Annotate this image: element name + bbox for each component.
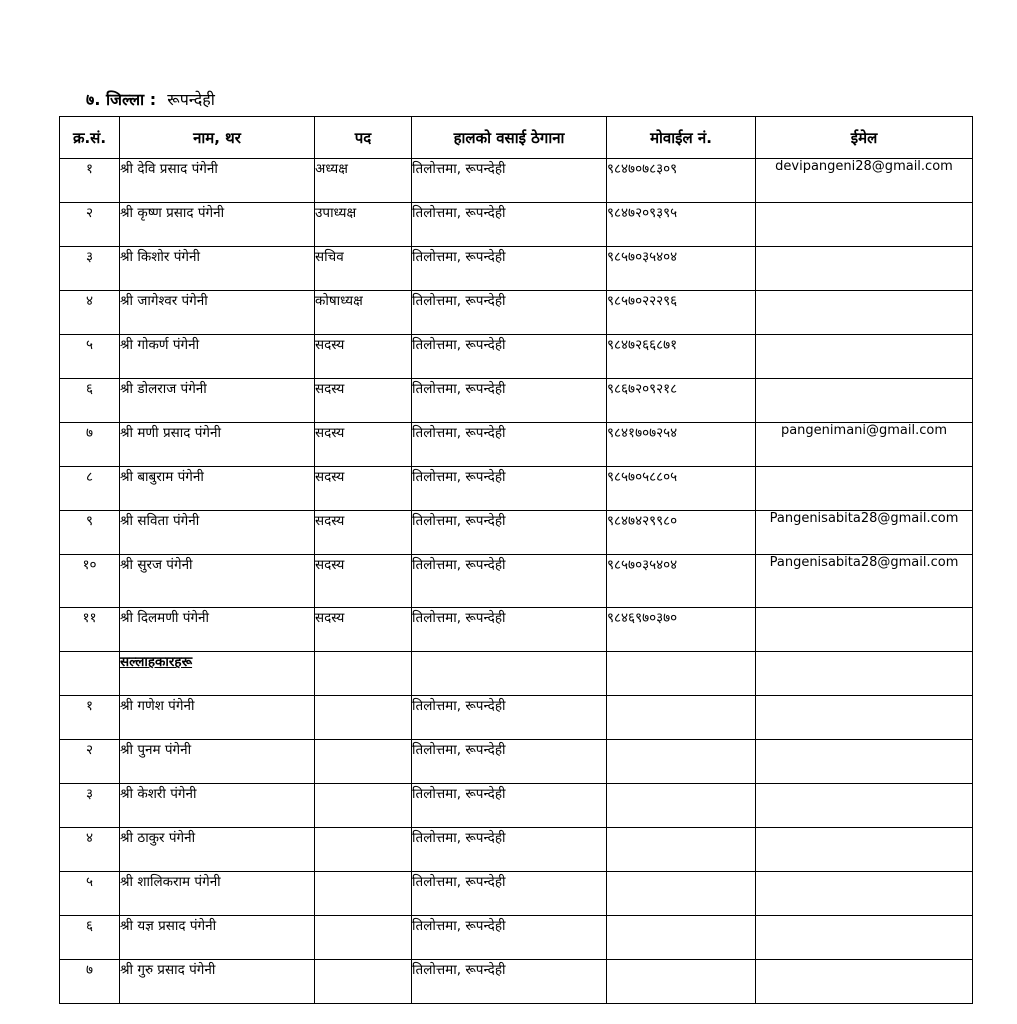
table-row bbox=[60, 467, 973, 511]
address-cell: तिलोत्तमा, रूपन्देही bbox=[412, 916, 607, 960]
post-cell: सदस्य bbox=[315, 423, 412, 467]
name-cell: श्री पुनम पंगेनी bbox=[120, 740, 315, 784]
heading-colon: : bbox=[144, 90, 157, 109]
serial-cell: २ bbox=[60, 740, 120, 784]
post-cell: अध्यक्ष bbox=[315, 159, 412, 203]
serial-cell: ७ bbox=[60, 960, 120, 1004]
mobile-cell bbox=[607, 828, 756, 872]
serial-cell: ५ bbox=[60, 872, 120, 916]
table-row bbox=[60, 335, 973, 379]
serial-cell: ११ bbox=[60, 608, 120, 652]
mobile-cell: ९८४७२६६८७१ bbox=[607, 335, 756, 379]
mobile-cell: ९८६७२०९२१८ bbox=[607, 379, 756, 423]
serial-cell: १० bbox=[60, 555, 120, 608]
address-cell: तिलोत्तमा, रूपन्देही bbox=[412, 828, 607, 872]
serial-cell: ५ bbox=[60, 335, 120, 379]
post-cell: सदस्य bbox=[315, 511, 412, 555]
serial-cell: ४ bbox=[60, 291, 120, 335]
name-cell: श्री यज्ञ प्रसाद पंगेनी bbox=[120, 916, 315, 960]
name-cell: श्री सुरज पंगेनी bbox=[120, 555, 315, 608]
email-cell bbox=[756, 379, 973, 423]
email-cell bbox=[756, 247, 973, 291]
header-post: पद bbox=[315, 117, 412, 159]
address-cell: तिलोत्तमा, रूपन्देही bbox=[412, 784, 607, 828]
address-cell: तिलोत्तमा, रूपन्देही bbox=[412, 159, 607, 203]
post-cell: कोषाध्यक्ष bbox=[315, 291, 412, 335]
post-cell bbox=[315, 696, 412, 740]
district-value: रूपन्देही bbox=[167, 90, 215, 109]
name-cell: श्री ठाकुर पंगेनी bbox=[120, 828, 315, 872]
table-row bbox=[60, 696, 973, 740]
serial-cell: १ bbox=[60, 159, 120, 203]
post-cell bbox=[315, 784, 412, 828]
email-cell bbox=[756, 608, 973, 652]
district-heading bbox=[86, 90, 215, 110]
mobile-cell bbox=[607, 872, 756, 916]
mobile-cell: ९८४७४२९९८० bbox=[607, 511, 756, 555]
post-cell bbox=[315, 652, 412, 696]
header-mobile: मोवाईल नं. bbox=[607, 117, 756, 159]
mobile-cell: ९८४६९७०३७० bbox=[607, 608, 756, 652]
post-cell: सदस्य bbox=[315, 335, 412, 379]
mobile-cell bbox=[607, 740, 756, 784]
address-cell: तिलोत्तमा, रूपन्देही bbox=[412, 379, 607, 423]
post-cell: सचिव bbox=[315, 247, 412, 291]
email-cell bbox=[756, 872, 973, 916]
name-cell: श्री शालिकराम पंगेनी bbox=[120, 872, 315, 916]
address-cell: तिलोत्तमा, रूपन्देही bbox=[412, 872, 607, 916]
address-cell: तिलोत्तमा, रूपन्देही bbox=[412, 555, 607, 608]
table-row bbox=[60, 511, 973, 555]
table-row bbox=[60, 608, 973, 652]
email-cell: Pangenisabita28@gmail.com bbox=[756, 511, 973, 555]
serial-cell: ७ bbox=[60, 423, 120, 467]
post-cell bbox=[315, 740, 412, 784]
name-cell: श्री मणी प्रसाद पंगेनी bbox=[120, 423, 315, 467]
email-cell: pangenimani@gmail.com bbox=[756, 423, 973, 467]
serial-cell: ८ bbox=[60, 467, 120, 511]
name-cell: श्री दिलमणी पंगेनी bbox=[120, 608, 315, 652]
name-cell: श्री देवि प्रसाद पंगेनी bbox=[120, 159, 315, 203]
name-cell: श्री गोकर्ण पंगेनी bbox=[120, 335, 315, 379]
serial-cell bbox=[60, 652, 120, 696]
post-cell bbox=[315, 960, 412, 1004]
table-row bbox=[60, 960, 973, 1004]
post-cell: सदस्य bbox=[315, 608, 412, 652]
serial-cell: ३ bbox=[60, 247, 120, 291]
email-cell bbox=[756, 203, 973, 247]
mobile-cell: ९८५७०५८८०५ bbox=[607, 467, 756, 511]
post-cell: उपाध्यक्ष bbox=[315, 203, 412, 247]
table-row bbox=[60, 828, 973, 872]
name-cell: श्री किशोर पंगेनी bbox=[120, 247, 315, 291]
post-cell bbox=[315, 872, 412, 916]
email-cell bbox=[756, 828, 973, 872]
header-name: नाम, थर bbox=[120, 117, 315, 159]
address-cell: तिलोत्तमा, रूपन्देही bbox=[412, 740, 607, 784]
post-cell: सदस्य bbox=[315, 555, 412, 608]
post-cell: सदस्य bbox=[315, 467, 412, 511]
serial-cell: ३ bbox=[60, 784, 120, 828]
address-cell: तिलोत्तमा, रूपन्देही bbox=[412, 608, 607, 652]
name-cell: श्री गणेश पंगेनी bbox=[120, 696, 315, 740]
name-cell: श्री जागेश्वर पंगेनी bbox=[120, 291, 315, 335]
address-cell: तिलोत्तमा, रूपन्देही bbox=[412, 423, 607, 467]
table-row bbox=[60, 784, 973, 828]
email-cell bbox=[756, 696, 973, 740]
table-row bbox=[60, 555, 973, 608]
table-row bbox=[60, 203, 973, 247]
table-row bbox=[60, 379, 973, 423]
district-label: ७. जिल्ला bbox=[86, 90, 145, 109]
mobile-cell bbox=[607, 696, 756, 740]
serial-cell: ६ bbox=[60, 379, 120, 423]
table-row bbox=[60, 423, 973, 467]
email-cell: Pangenisabita28@gmail.com bbox=[756, 555, 973, 608]
table-row bbox=[60, 159, 973, 203]
mobile-cell: ९८५७०२२२९६ bbox=[607, 291, 756, 335]
address-cell: तिलोत्तमा, रूपन्देही bbox=[412, 203, 607, 247]
serial-cell: ४ bbox=[60, 828, 120, 872]
name-cell: श्री गुरु प्रसाद पंगेनी bbox=[120, 960, 315, 1004]
email-cell bbox=[756, 740, 973, 784]
serial-cell: ९ bbox=[60, 511, 120, 555]
mobile-cell bbox=[607, 784, 756, 828]
table-row bbox=[60, 291, 973, 335]
name-cell: श्री केशरी पंगेनी bbox=[120, 784, 315, 828]
address-cell: तिलोत्तमा, रूपन्देही bbox=[412, 696, 607, 740]
name-cell: श्री कृष्ण प्रसाद पंगेनी bbox=[120, 203, 315, 247]
name-cell: श्री सविता पंगेनी bbox=[120, 511, 315, 555]
address-cell: तिलोत्तमा, रूपन्देही bbox=[412, 960, 607, 1004]
email-cell bbox=[756, 652, 973, 696]
email-cell bbox=[756, 335, 973, 379]
table-row bbox=[60, 872, 973, 916]
members-table bbox=[59, 116, 973, 1004]
email-cell bbox=[756, 916, 973, 960]
serial-cell: २ bbox=[60, 203, 120, 247]
mobile-cell bbox=[607, 652, 756, 696]
mobile-cell: ९८५७०३५४०४ bbox=[607, 247, 756, 291]
table-row bbox=[60, 916, 973, 960]
address-cell: तिलोत्तमा, रूपन्देही bbox=[412, 511, 607, 555]
name-cell: श्री बाबुराम पंगेनी bbox=[120, 467, 315, 511]
mobile-cell: ९८४१७०७२५४ bbox=[607, 423, 756, 467]
header-email: ईमेल bbox=[756, 117, 973, 159]
mobile-cell: ९८४७०७८३०९ bbox=[607, 159, 756, 203]
serial-cell: ६ bbox=[60, 916, 120, 960]
post-cell bbox=[315, 828, 412, 872]
advisors-section-row bbox=[60, 652, 973, 696]
email-cell bbox=[756, 291, 973, 335]
email-cell bbox=[756, 467, 973, 511]
header-serial: क्र.सं. bbox=[60, 117, 120, 159]
email-cell bbox=[756, 960, 973, 1004]
table-row bbox=[60, 740, 973, 784]
address-cell: तिलोत्तमा, रूपन्देही bbox=[412, 247, 607, 291]
serial-cell: १ bbox=[60, 696, 120, 740]
post-cell bbox=[315, 916, 412, 960]
address-cell: तिलोत्तमा, रूपन्देही bbox=[412, 335, 607, 379]
email-cell: devipangeni28@gmail.com bbox=[756, 159, 973, 203]
email-cell bbox=[756, 784, 973, 828]
table-header-row bbox=[60, 117, 973, 159]
table-row bbox=[60, 247, 973, 291]
mobile-cell bbox=[607, 960, 756, 1004]
address-cell: तिलोत्तमा, रूपन्देही bbox=[412, 291, 607, 335]
mobile-cell: ९८५७०३५४०४ bbox=[607, 555, 756, 608]
header-address: हालको वसाई ठेगाना bbox=[412, 117, 607, 159]
mobile-cell: ९८४७२०९३९५ bbox=[607, 203, 756, 247]
address-cell bbox=[412, 652, 607, 696]
post-cell: सदस्य bbox=[315, 379, 412, 423]
mobile-cell bbox=[607, 916, 756, 960]
name-cell: श्री डोलराज पंगेनी bbox=[120, 379, 315, 423]
address-cell: तिलोत्तमा, रूपन्देही bbox=[412, 467, 607, 511]
advisors-heading: सल्लाहकारहरू bbox=[120, 652, 315, 696]
